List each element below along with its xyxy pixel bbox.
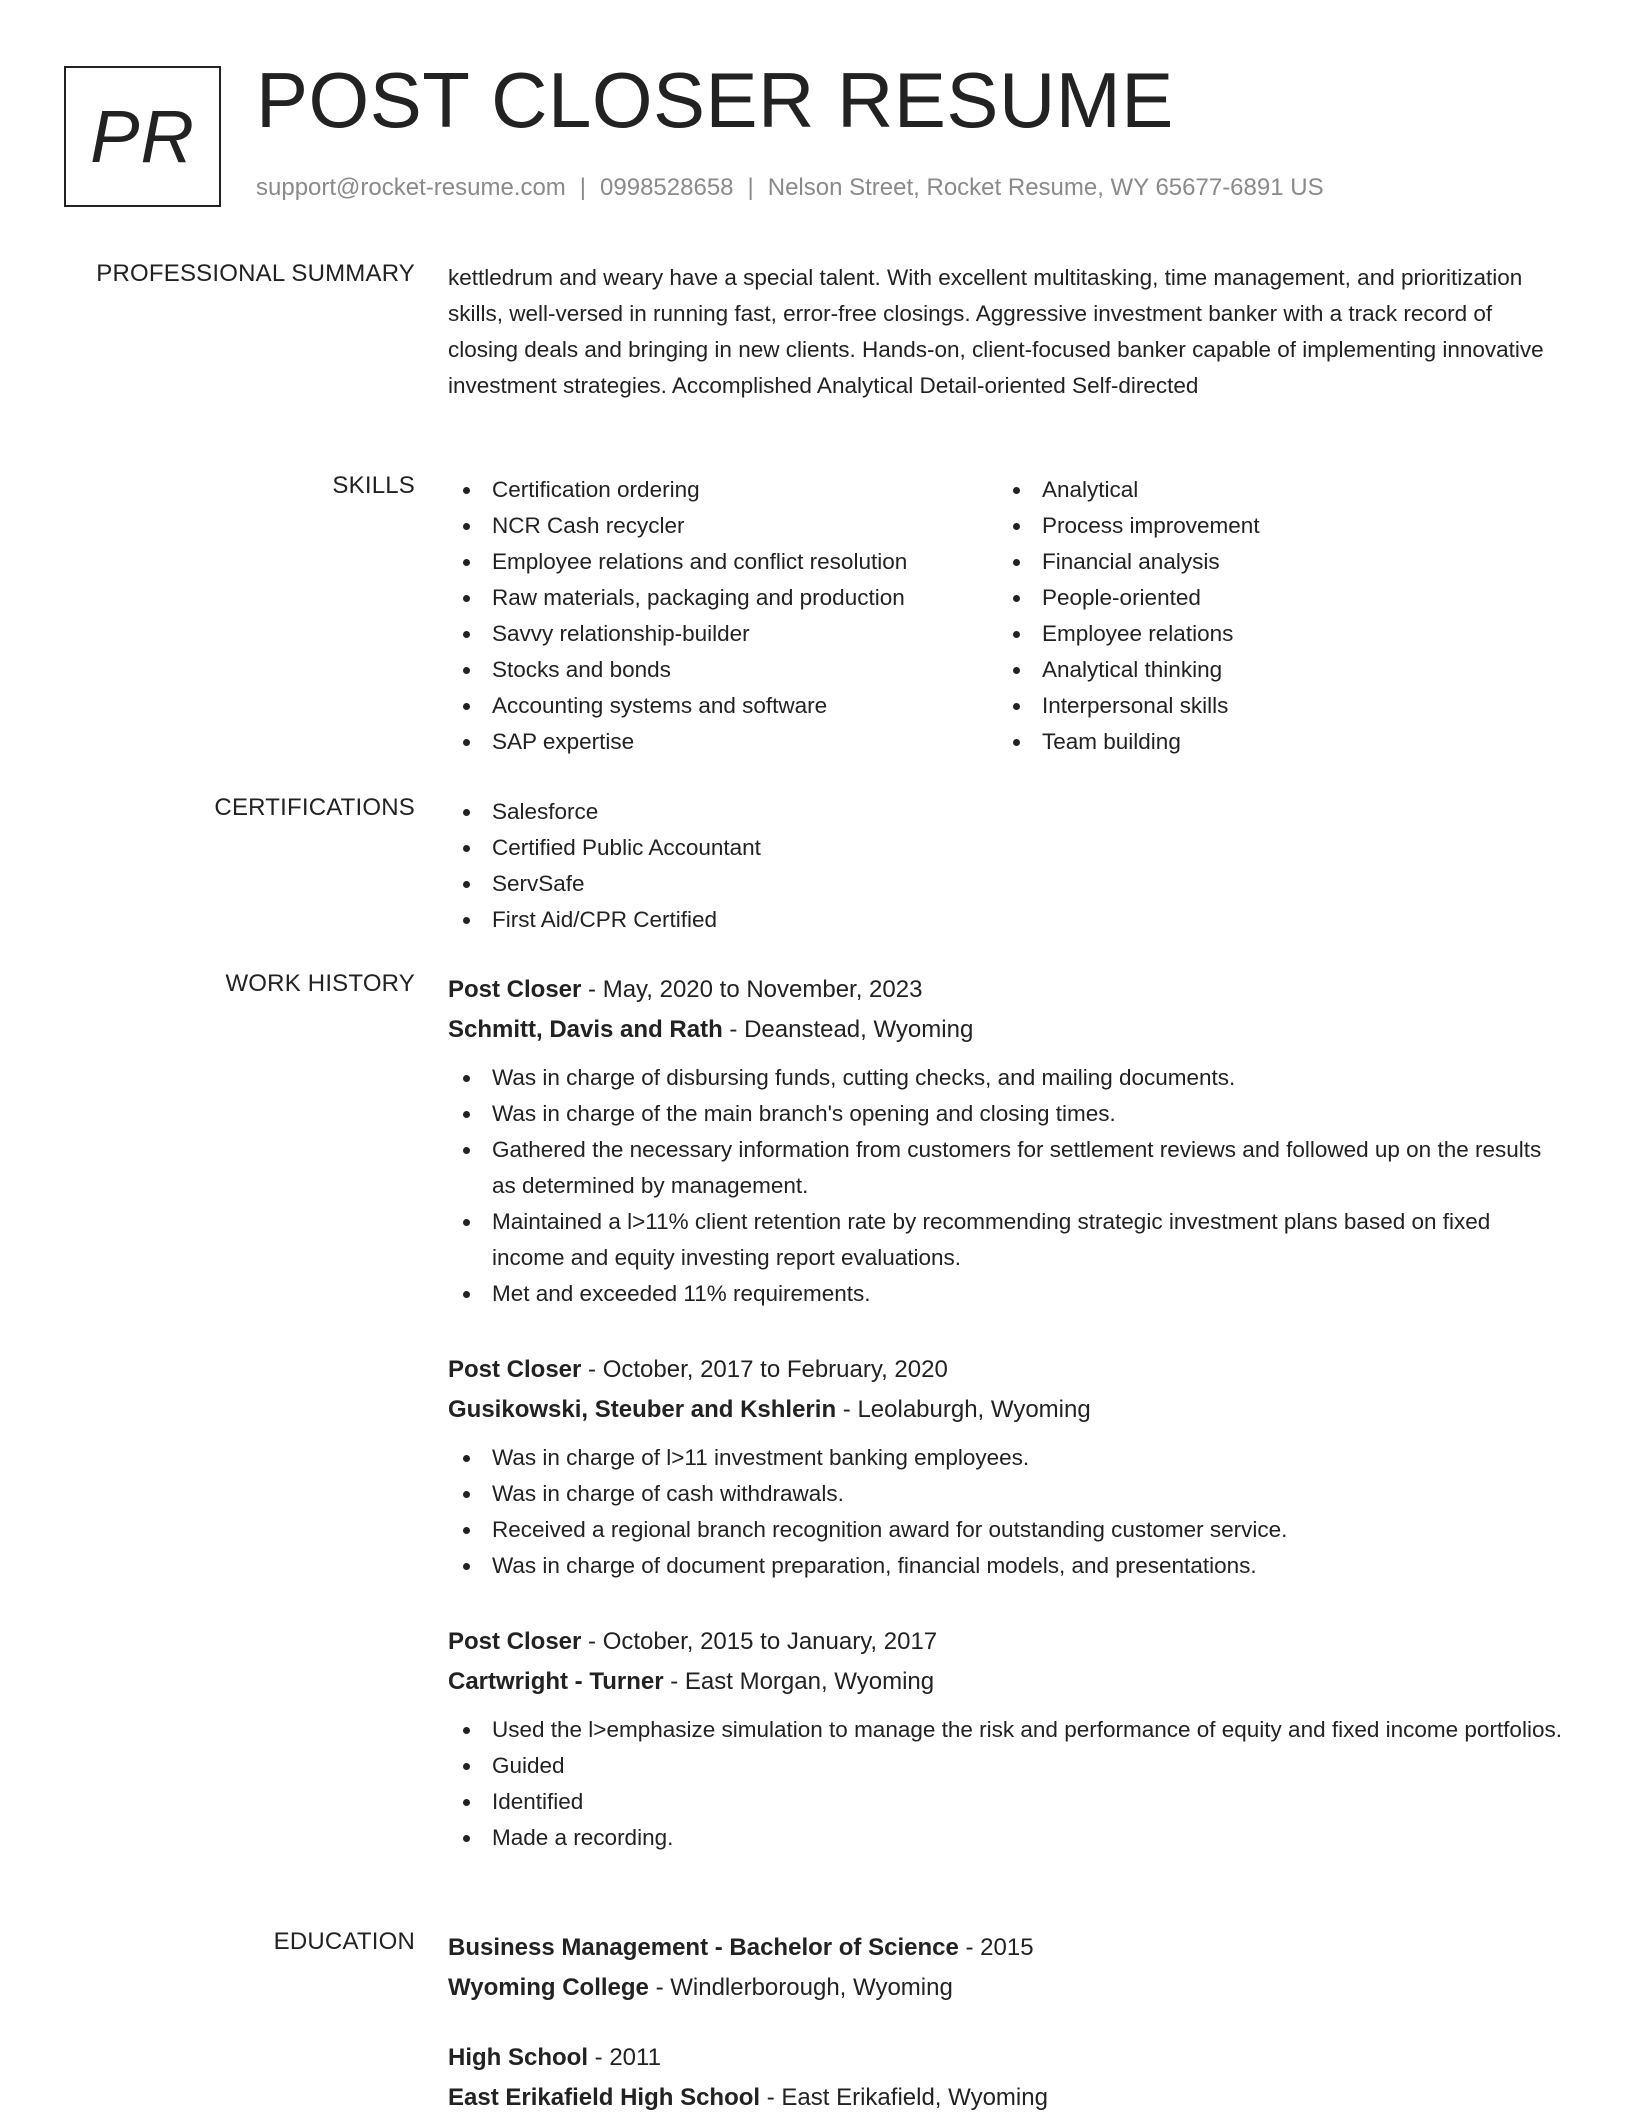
job-location: East Morgan, Wyoming: [684, 1668, 935, 1695]
skill-item: Analytical: [998, 472, 1548, 508]
skill-item: SAP expertise: [448, 724, 998, 760]
skill-item: Certification ordering: [448, 472, 998, 508]
job-bullet: Made a recording.: [448, 1820, 1568, 1856]
job-title-line: Post Closer - October, 2017 to February, 2020: [448, 1356, 948, 1383]
education-school-line: Wyoming College - Windlerborough, Wyoming: [448, 1974, 953, 2001]
job-bullet: Was in charge of l>11 investment banking employees.: [448, 1440, 1568, 1476]
job-company-line: Cartwright - Turner - East Morgan, Wyoming: [448, 1668, 935, 1695]
monogram-logo: PR: [64, 66, 221, 207]
education-degree: Business Management - Bachelor of Science: [448, 1934, 959, 1961]
education-year: 2015: [980, 1934, 1034, 1961]
summary-text: kettledrum and weary have a special talent. With excellent multitasking, time management, and prioritization skills, well-versed in running fast, error-free closings. Aggressive investment banker with a track record of closing deals and bringing in new clients. Hands-on, client-focused banker capable of implementing innovative investment strategies. Accomplished Analytical Detail-oriented Self-directed: [448, 265, 1544, 398]
education-location: Windlerborough, Wyoming: [670, 1974, 953, 2001]
certification-item: ServSafe: [448, 866, 1568, 902]
skill-item: People-oriented: [998, 580, 1548, 616]
job-bullets: [448, 1712, 1568, 1856]
skill-item: Employee relations: [998, 616, 1548, 652]
certification-item: Salesforce: [448, 794, 1568, 830]
job-title-line: Post Closer - October, 2015 to January, 2017: [448, 1628, 938, 1655]
job-title: Post Closer: [448, 1628, 582, 1655]
section-label: WORK HISTORY: [225, 970, 415, 997]
job-location: Leolaburgh, Wyoming: [857, 1396, 1091, 1423]
skills-list-right: [998, 472, 1548, 760]
contact-separator: |: [579, 174, 587, 201]
summary-body: [448, 260, 1568, 404]
education-location: East Erikafield, Wyoming: [781, 2084, 1048, 2111]
job-bullet: Met and exceeded 11% requirements.: [448, 1276, 1568, 1312]
job-bullets: [448, 1060, 1568, 1312]
job-title: Post Closer: [448, 976, 582, 1003]
certification-item: First Aid/CPR Certified: [448, 902, 1568, 938]
job-bullet: Gathered the necessary information from customers for settlement reviews and followed up on the results as determined by management.: [448, 1132, 1568, 1204]
job-bullet: Was in charge of cash withdrawals.: [448, 1476, 1568, 1512]
education-entry: [448, 2038, 1568, 2118]
skill-item: Employee relations and conflict resolution: [448, 544, 998, 580]
job-company-line: Schmitt, Davis and Rath - Deanstead, Wyoming: [448, 1016, 974, 1043]
certification-item: Certified Public Accountant: [448, 830, 1568, 866]
job-dates: May, 2020 to November, 2023: [602, 976, 923, 1003]
skill-item: Savvy relationship-builder: [448, 616, 998, 652]
education-school: East Erikafield High School: [448, 2084, 761, 2111]
education-degree-line: Business Management - Bachelor of Science - 2015: [448, 1934, 1034, 1961]
section-label: PROFESSIONAL SUMMARY: [96, 260, 415, 287]
certifications-list: [448, 794, 1568, 938]
skills-list-left: [448, 472, 998, 760]
contact-address: Nelson Street, Rocket Resume, WY 65677-6891 US: [767, 174, 1324, 201]
skill-item: Interpersonal skills: [998, 688, 1548, 724]
job-bullet: Maintained a l>11% client retention rate by recommending strategic investment plans based on fixed income and equity investing report evaluations.: [448, 1204, 1568, 1276]
job-bullet: Was in charge of the main branch's opening and closing times.: [448, 1096, 1568, 1132]
skill-item: Stocks and bonds: [448, 652, 998, 688]
job-entry: [448, 970, 1568, 1312]
skill-item: Financial analysis: [998, 544, 1548, 580]
job-bullet: Was in charge of document preparation, financial models, and presentations.: [448, 1548, 1568, 1584]
skill-item: Team building: [998, 724, 1548, 760]
section-label: EDUCATION: [273, 1928, 415, 1955]
job-bullets: [448, 1440, 1568, 1584]
job-dates: October, 2015 to January, 2017: [602, 1628, 938, 1655]
job-bullet: Received a regional branch recognition award for outstanding customer service.: [448, 1512, 1568, 1548]
education-degree-line: High School - 2011: [448, 2044, 661, 2071]
contact-line: [256, 174, 1324, 202]
job-company-line: Gusikowski, Steuber and Kshlerin - Leolaburgh, Wyoming: [448, 1396, 1091, 1423]
job-entry: [448, 1350, 1568, 1584]
job-bullet: Guided: [448, 1748, 1568, 1784]
skills-body: [448, 472, 1568, 760]
education-entry: [448, 1928, 1568, 2008]
job-company: Cartwright - Turner: [448, 1668, 664, 1695]
education-year: 2011: [609, 2044, 661, 2071]
job-title-line: Post Closer - May, 2020 to November, 2023: [448, 976, 923, 1003]
contact-email[interactable]: support@rocket-resume.com: [256, 174, 566, 201]
education-degree: High School: [448, 2044, 588, 2071]
job-bullet: Used the l>emphasize simulation to manage the risk and performance of equity and fixed income portfolios.: [448, 1712, 1568, 1748]
job-dates: October, 2017 to February, 2020: [602, 1356, 948, 1383]
resume-title: POST CLOSER RESUME: [256, 56, 1174, 144]
skill-item: Analytical thinking: [998, 652, 1548, 688]
job-company: Gusikowski, Steuber and Kshlerin: [448, 1396, 837, 1423]
education-school: Wyoming College: [448, 1974, 649, 2001]
skill-item: NCR Cash recycler: [448, 508, 998, 544]
skill-item: Accounting systems and software: [448, 688, 998, 724]
certifications-body: [448, 794, 1568, 938]
skill-item: Raw materials, packaging and production: [448, 580, 998, 616]
job-location: Deanstead, Wyoming: [744, 1016, 974, 1043]
job-bullet: Identified: [448, 1784, 1568, 1820]
skill-item: Process improvement: [998, 508, 1548, 544]
contact-phone[interactable]: 0998528658: [600, 174, 734, 201]
job-entry: [448, 1622, 1568, 1856]
section-label: CERTIFICATIONS: [214, 794, 415, 821]
contact-separator: |: [747, 174, 754, 201]
section-label: SKILLS: [332, 472, 415, 499]
job-company: Schmitt, Davis and Rath: [448, 1016, 723, 1043]
job-bullet: Was in charge of disbursing funds, cutting checks, and mailing documents.: [448, 1060, 1568, 1096]
education-school-line: East Erikafield High School - East Erikafield, Wyoming: [448, 2084, 1048, 2111]
job-title: Post Closer: [448, 1356, 582, 1383]
